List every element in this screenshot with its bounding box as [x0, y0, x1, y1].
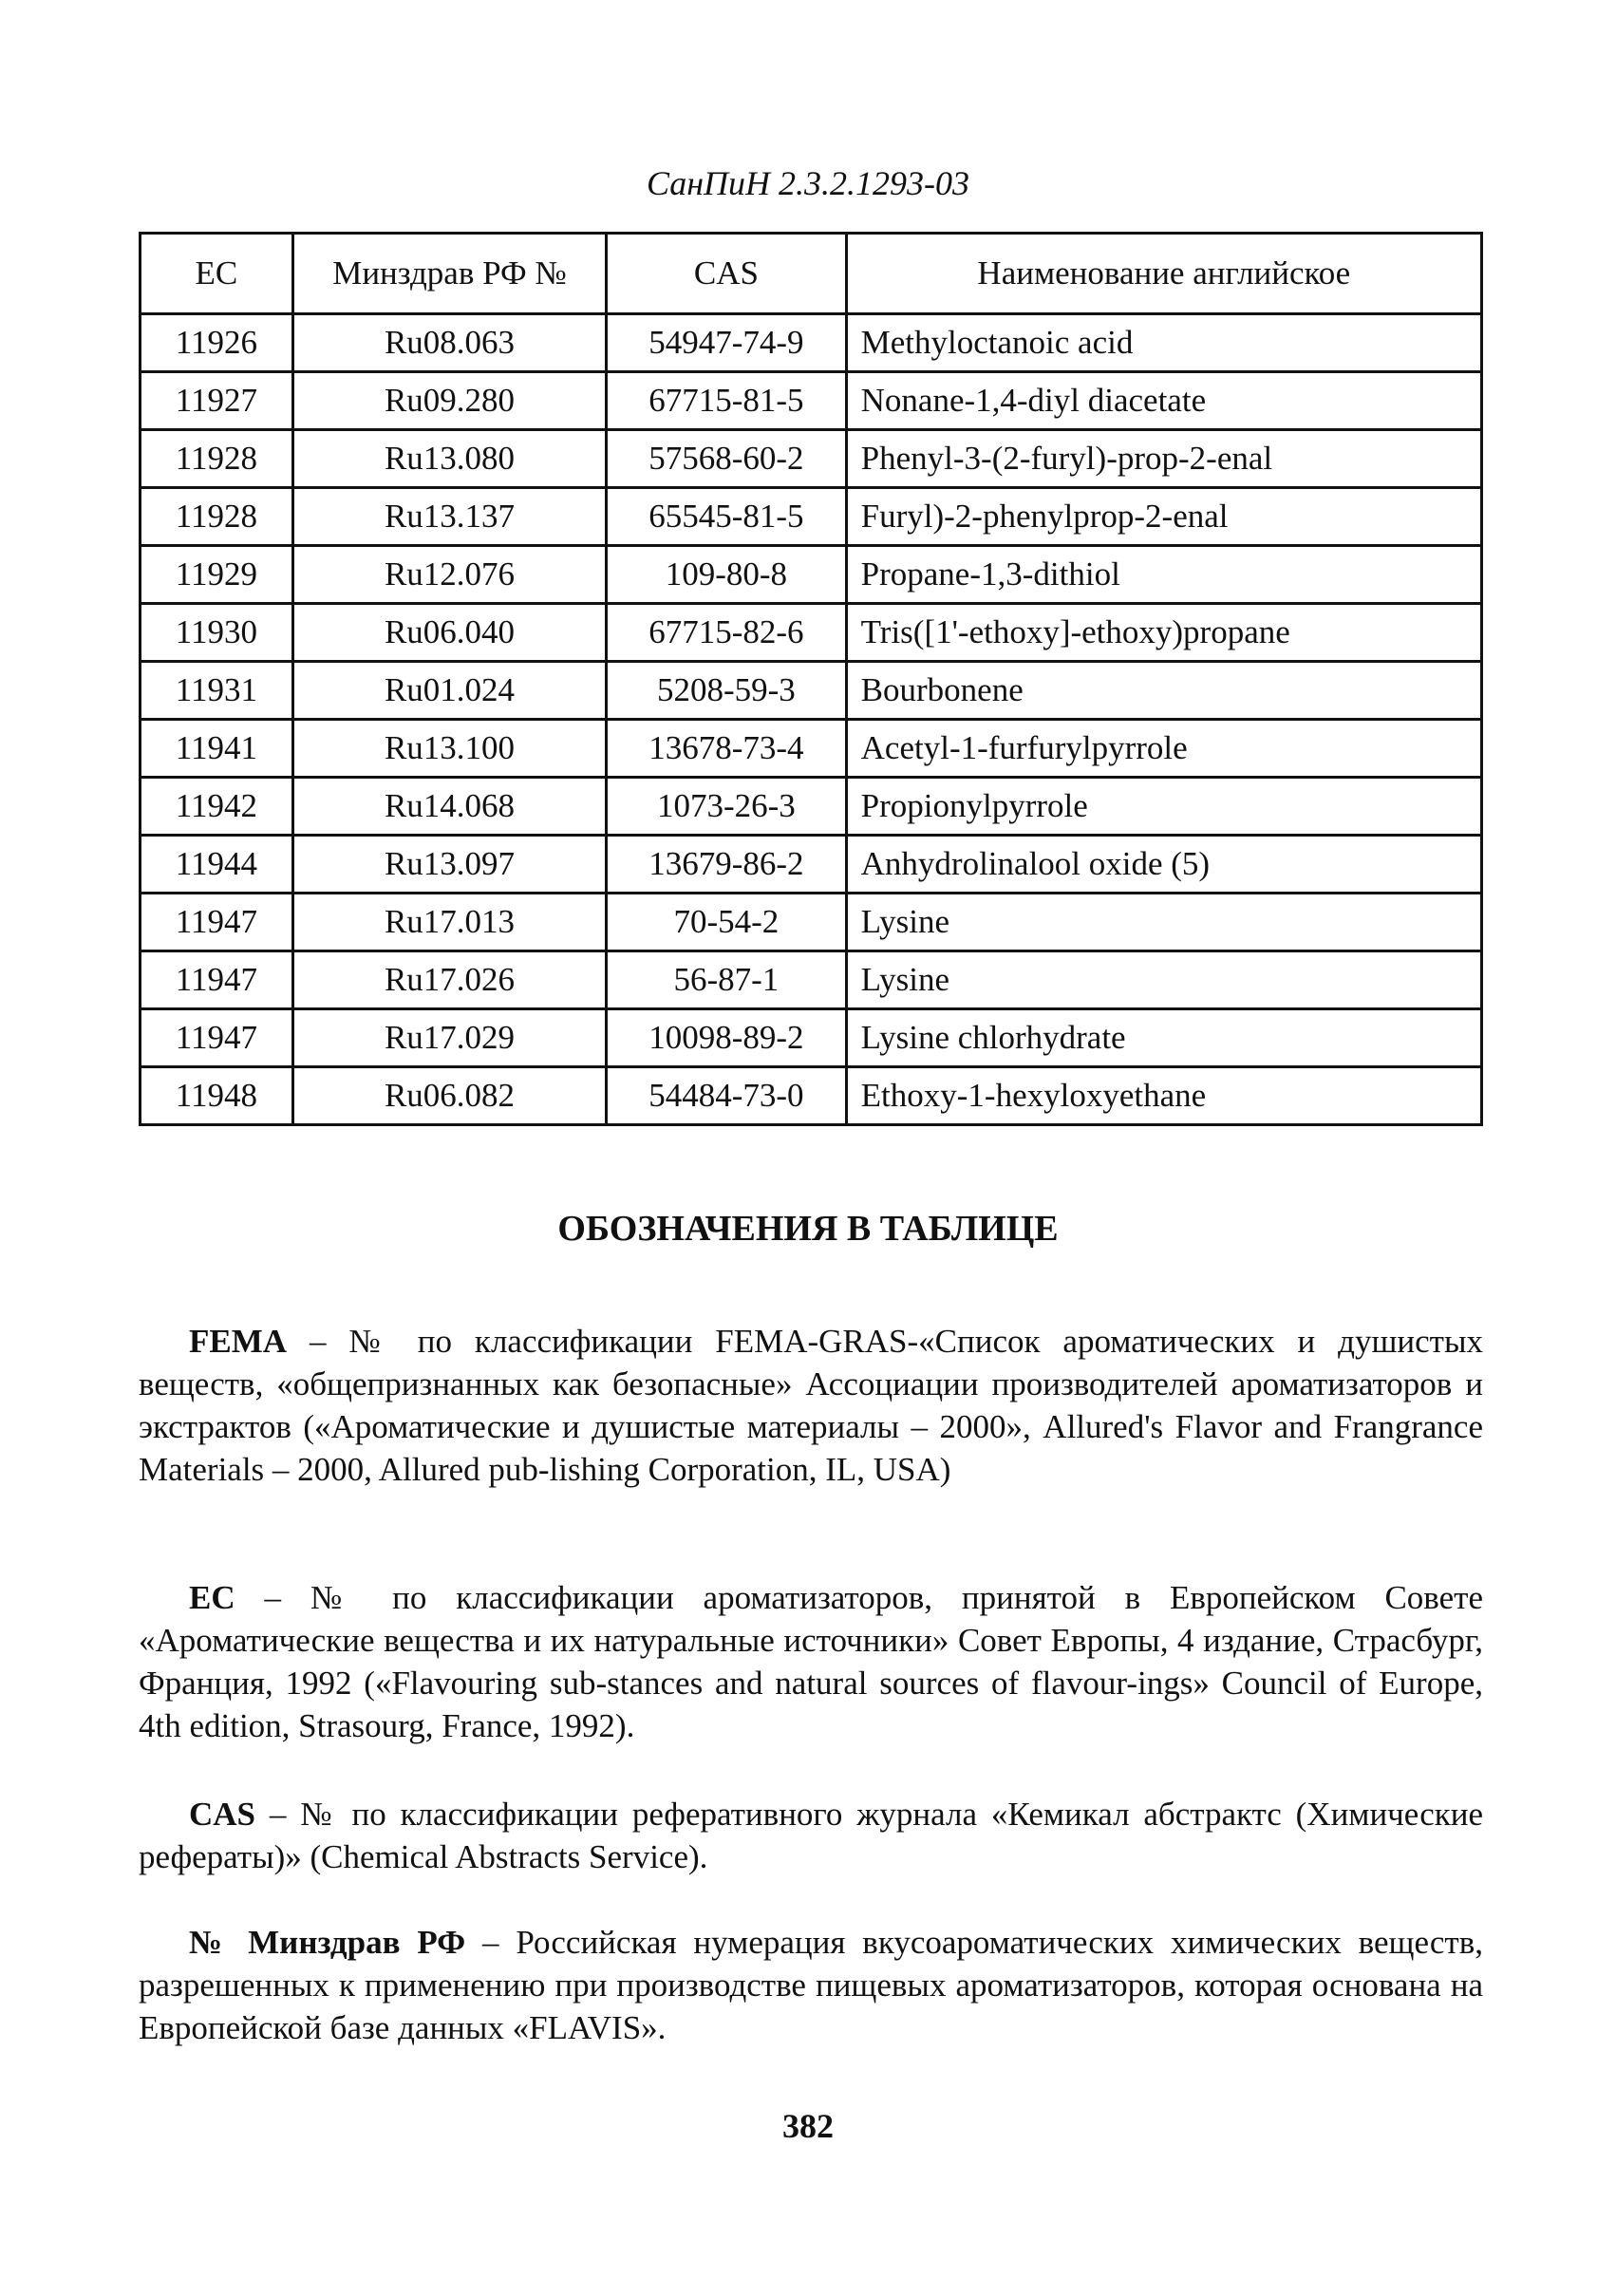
- table-row: [141, 662, 1482, 720]
- cell-english-name: Furyl)-2-phenylprop-2-enal: [846, 488, 1481, 546]
- cell-english-name: Propionylpyrrole: [846, 778, 1481, 836]
- cell-ec: 11927: [141, 372, 293, 430]
- cell-english-name: Tris([1'-ethoxy]-ethoxy)propane: [846, 604, 1481, 662]
- definition-minzdrav: [139, 1921, 1483, 2049]
- cell-cas: 54947-74-9: [607, 314, 846, 372]
- definition-term: ЕС: [189, 1579, 235, 1616]
- table-row: [141, 778, 1482, 836]
- cell-minzdrav: Ru13.137: [292, 488, 606, 546]
- definition-text: – № по классификации FEMA-GRAS-«Список ароматических и душистых веществ, «общепризнанных как безопасные» Ассоциации производителей ароматизаторов и экстрактов («Ароматические и душистые материалы – 2000», Allured's Flavor and Frangrance Materials – 2000, Allured pub-lishing Corporation, IL, USA): [139, 1323, 1483, 1488]
- cell-english-name: Methyloctanoic acid: [846, 314, 1481, 372]
- cell-ec: 11947: [141, 894, 293, 951]
- header-cas: CAS: [607, 234, 846, 314]
- cell-minzdrav: Ru17.013: [292, 894, 606, 951]
- definition-ec: [139, 1576, 1483, 1747]
- cell-cas: 13679-86-2: [607, 836, 846, 894]
- table-row: [141, 372, 1482, 430]
- definition-text: – № по классификации ароматизаторов, принятой в Европейском Совете «Ароматические вещества и их натуральные источники» Совет Европы, 4 издание, Страсбург, Франция, 1992 («Flavouring sub-stances and natural sources of flavour-ings» Council of Europe, 4th edition, Strasourg, France, 1992).: [139, 1579, 1483, 1744]
- cell-english-name: Ethoxy-1-hexyloxyethane: [846, 1067, 1481, 1125]
- header-english-name: Наименование английское: [846, 234, 1481, 314]
- table-row: [141, 836, 1482, 894]
- cell-minzdrav: Ru12.076: [292, 546, 606, 604]
- legend-heading: ОБОЗНАЧЕНИЯ В ТАБЛИЦЕ: [557, 1209, 1059, 1249]
- cell-ec: 11928: [141, 488, 293, 546]
- cell-cas: 1073-26-3: [607, 778, 846, 836]
- cell-minzdrav: Ru17.026: [292, 951, 606, 1009]
- cell-cas: 57568-60-2: [607, 430, 846, 488]
- cell-cas: 67715-82-6: [607, 604, 846, 662]
- cell-minzdrav: Ru13.080: [292, 430, 606, 488]
- cell-english-name: Phenyl-3-(2-furyl)-prop-2-enal: [846, 430, 1481, 488]
- cell-ec: 11941: [141, 720, 293, 778]
- definition-cas: [139, 1793, 1483, 1878]
- cell-minzdrav: Ru06.082: [292, 1067, 606, 1125]
- cell-english-name: Lysine: [846, 951, 1481, 1009]
- cell-minzdrav: Ru06.040: [292, 604, 606, 662]
- cell-minzdrav: Ru14.068: [292, 778, 606, 836]
- running-title: СанПиН 2.3.2.1293-03: [646, 164, 970, 202]
- cell-cas: 5208-59-3: [607, 662, 846, 720]
- table-row: [141, 430, 1482, 488]
- header-minzdrav: Минздрав РФ №: [292, 234, 606, 314]
- table-row: [141, 488, 1482, 546]
- definition-term: CAS: [189, 1796, 256, 1833]
- table-row: [141, 894, 1482, 951]
- definition-text: – № по классификации реферативного журнала «Кемикал абстрактс (Химические рефераты)» (Chemical Abstracts Service).: [139, 1796, 1483, 1875]
- cell-ec: 11942: [141, 778, 293, 836]
- cell-ec: 11929: [141, 546, 293, 604]
- cell-ec: 11947: [141, 1009, 293, 1067]
- cell-cas: 67715-81-5: [607, 372, 846, 430]
- cell-minzdrav: Ru13.100: [292, 720, 606, 778]
- cell-cas: 10098-89-2: [607, 1009, 846, 1067]
- cell-ec: 11944: [141, 836, 293, 894]
- table-header-row: [141, 234, 1482, 314]
- cell-english-name: Lysine: [846, 894, 1481, 951]
- cell-english-name: Bourbonene: [846, 662, 1481, 720]
- cell-minzdrav: Ru09.280: [292, 372, 606, 430]
- table-row: [141, 720, 1482, 778]
- cell-ec: 11948: [141, 1067, 293, 1125]
- cell-english-name: Propane-1,3-dithiol: [846, 546, 1481, 604]
- cell-english-name: Anhydrolinalool oxide (5): [846, 836, 1481, 894]
- cell-cas: 56-87-1: [607, 951, 846, 1009]
- cell-english-name: Lysine chlorhydrate: [846, 1009, 1481, 1067]
- cell-minzdrav: Ru13.097: [292, 836, 606, 894]
- table-row: [141, 951, 1482, 1009]
- cell-ec: 11931: [141, 662, 293, 720]
- cell-cas: 65545-81-5: [607, 488, 846, 546]
- definition-fema: [139, 1320, 1483, 1491]
- definition-term: FEMA: [189, 1323, 288, 1360]
- cell-ec: 11947: [141, 951, 293, 1009]
- header-ec: ЕС: [141, 234, 293, 314]
- table-row: [141, 1009, 1482, 1067]
- table-row: [141, 546, 1482, 604]
- definition-term: № Минздрав РФ: [189, 1924, 466, 1961]
- cell-cas: 109-80-8: [607, 546, 846, 604]
- table-row: [141, 1067, 1482, 1125]
- cell-ec: 11926: [141, 314, 293, 372]
- cell-minzdrav: Ru17.029: [292, 1009, 606, 1067]
- definition-text: – Российская нумерация вкусоароматических химических веществ, разрешенных к применению при производстве пищевых ароматизаторов, которая основана на Европейской базе данных «FLAVIS».: [139, 1924, 1483, 2046]
- cell-ec: 11930: [141, 604, 293, 662]
- cell-english-name: Nonane-1,4-diyl diacetate: [846, 372, 1481, 430]
- cell-minzdrav: Ru01.024: [292, 662, 606, 720]
- table-row: [141, 314, 1482, 372]
- table-row: [141, 604, 1482, 662]
- cell-minzdrav: Ru08.063: [292, 314, 606, 372]
- cell-cas: 54484-73-0: [607, 1067, 846, 1125]
- flavouring-table: [139, 232, 1483, 1126]
- cell-ec: 11928: [141, 430, 293, 488]
- cell-english-name: Acetyl-1-furfurylpyrrole: [846, 720, 1481, 778]
- page-number: 382: [782, 2107, 834, 2145]
- cell-cas: 70-54-2: [607, 894, 846, 951]
- cell-cas: 13678-73-4: [607, 720, 846, 778]
